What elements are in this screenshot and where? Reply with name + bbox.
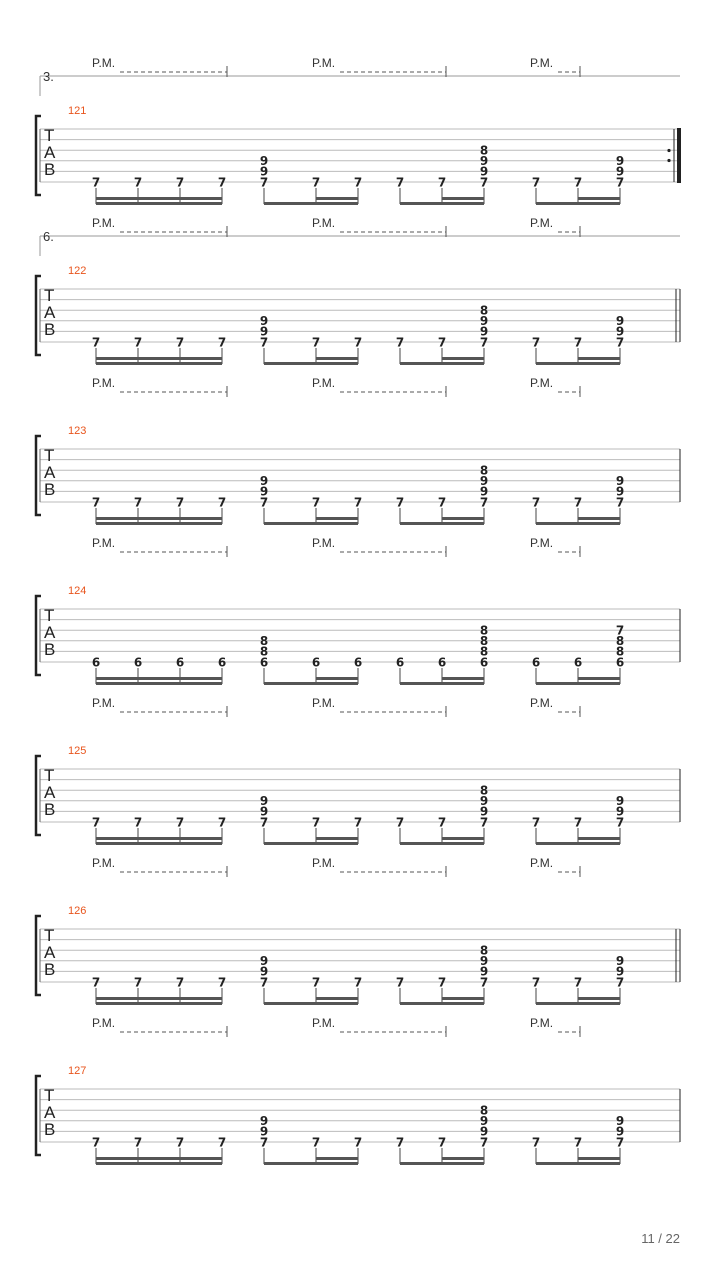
fret-number: 7 — [311, 815, 321, 830]
palm-mute-label: P.M. — [92, 856, 116, 870]
tab-clef-t: T — [44, 606, 55, 625]
fret-number: 9 — [259, 474, 269, 489]
beam-primary — [400, 362, 484, 365]
palm-mute-label: P.M. — [92, 376, 116, 390]
fret-number: 9 — [615, 474, 625, 489]
beam-primary — [96, 1002, 222, 1005]
beam-primary — [264, 202, 358, 205]
fret-number: 7 — [175, 1135, 185, 1150]
fret-number: 7 — [91, 975, 101, 990]
beam-secondary — [316, 677, 358, 680]
beam-primary — [536, 202, 620, 205]
fret-number: 7 — [437, 495, 447, 510]
fret-number: 9 — [615, 154, 625, 169]
fret-number: 7 — [395, 975, 405, 990]
fret-number: 7 — [437, 815, 447, 830]
tab-clef-t: T — [44, 766, 55, 785]
tab-clef-a: A — [44, 623, 56, 642]
palm-mute-label: P.M. — [92, 536, 116, 550]
tab-clef-a: A — [44, 463, 56, 482]
tab-clef-t: T — [44, 446, 55, 465]
beam-secondary — [578, 837, 620, 840]
fret-number: 7 — [91, 815, 101, 830]
fret-number: 9 — [259, 964, 269, 979]
palm-mute-label: P.M. — [92, 1016, 116, 1030]
beam-primary — [536, 1002, 620, 1005]
fret-number: 7 — [479, 335, 489, 350]
fret-number: 8 — [479, 943, 489, 958]
fret-number: 7 — [395, 175, 405, 190]
palm-mute-label: P.M. — [530, 216, 554, 230]
beam-primary — [264, 682, 358, 685]
fret-number: 9 — [615, 484, 625, 499]
fret-number: 9 — [259, 804, 269, 819]
tab-clef-b: B — [44, 640, 56, 659]
fret-number: 7 — [217, 1135, 227, 1150]
fret-number: 7 — [259, 495, 269, 510]
beam-primary — [536, 362, 620, 365]
fret-number: 7 — [479, 175, 489, 190]
fret-number: 9 — [615, 1124, 625, 1139]
palm-mute-label: P.M. — [530, 1016, 554, 1030]
beam-primary — [536, 842, 620, 845]
palm-mute-label: P.M. — [530, 376, 554, 390]
fret-number: 6 — [91, 655, 101, 670]
beam-secondary — [316, 1157, 358, 1160]
fret-number: 7 — [615, 975, 625, 990]
beam-primary — [264, 522, 358, 525]
fret-number: 9 — [615, 1114, 625, 1129]
fret-number: 7 — [395, 1135, 405, 1150]
beam-secondary — [442, 677, 484, 680]
fret-number: 9 — [479, 794, 489, 809]
fret-number: 7 — [479, 975, 489, 990]
fret-number: 9 — [259, 954, 269, 969]
fret-number: 7 — [311, 975, 321, 990]
beam-primary — [96, 362, 222, 365]
fret-number: 9 — [615, 164, 625, 179]
beam-primary — [400, 842, 484, 845]
beam-secondary — [316, 837, 358, 840]
fret-number: 9 — [615, 794, 625, 809]
measure-number: 123 — [68, 425, 87, 437]
fret-number: 8 — [259, 634, 269, 649]
beam-secondary — [578, 1157, 620, 1160]
end-barline-thick — [677, 128, 681, 183]
beam-secondary — [96, 197, 222, 200]
fret-number: 7 — [217, 975, 227, 990]
beam-secondary — [442, 837, 484, 840]
beam-secondary — [96, 357, 222, 360]
fret-number: 9 — [259, 324, 269, 339]
beam-secondary — [578, 997, 620, 1000]
fret-number: 7 — [615, 815, 625, 830]
tab-clef-a: A — [44, 783, 56, 802]
palm-mute-label: P.M. — [312, 696, 336, 710]
fret-number: 7 — [217, 815, 227, 830]
fret-number: 9 — [259, 314, 269, 329]
palm-mute-label: P.M. — [312, 216, 336, 230]
fret-number: 7 — [479, 495, 489, 510]
fret-number: 9 — [479, 1124, 489, 1139]
tab-clef-a: A — [44, 1103, 56, 1122]
fret-number: 6 — [311, 655, 321, 670]
beam-primary — [264, 842, 358, 845]
fret-number: 7 — [133, 815, 143, 830]
fret-number: 8 — [479, 463, 489, 478]
fret-number: 9 — [259, 484, 269, 499]
fret-number: 9 — [259, 1124, 269, 1139]
fret-number: 9 — [615, 964, 625, 979]
beam-primary — [400, 202, 484, 205]
fret-number: 7 — [531, 175, 541, 190]
fret-number: 7 — [479, 815, 489, 830]
fret-number: 7 — [311, 495, 321, 510]
tab-clef-t: T — [44, 926, 55, 945]
fret-number: 7 — [573, 815, 583, 830]
fret-number: 7 — [437, 975, 447, 990]
fret-number: 7 — [259, 975, 269, 990]
fret-number: 7 — [311, 175, 321, 190]
fret-number: 7 — [259, 335, 269, 350]
tab-clef-a: A — [44, 943, 56, 962]
fret-number: 7 — [615, 335, 625, 350]
beam-secondary — [578, 677, 620, 680]
palm-mute-label: P.M. — [92, 56, 116, 70]
fret-number: 7 — [311, 335, 321, 350]
fret-number: 7 — [311, 1135, 321, 1150]
page-number: 11 / 22 — [641, 1231, 680, 1246]
tab-clef-t: T — [44, 286, 55, 305]
palm-mute-label: P.M. — [530, 536, 554, 550]
fret-number: 7 — [531, 335, 541, 350]
palm-mute-label: P.M. — [92, 696, 116, 710]
beam-secondary — [96, 517, 222, 520]
beam-secondary — [96, 677, 222, 680]
tab-clef-t: T — [44, 126, 55, 145]
beam-primary — [96, 522, 222, 525]
fret-number: 7 — [353, 175, 363, 190]
palm-mute-label: P.M. — [530, 56, 554, 70]
beam-secondary — [316, 357, 358, 360]
fret-number: 9 — [615, 804, 625, 819]
fret-number: 7 — [353, 335, 363, 350]
beam-secondary — [96, 997, 222, 1000]
beam-secondary — [442, 517, 484, 520]
fret-number: 9 — [479, 1114, 489, 1129]
fret-number: 7 — [573, 175, 583, 190]
fret-number: 7 — [175, 975, 185, 990]
beam-primary — [264, 1002, 358, 1005]
measure-number: 125 — [68, 745, 87, 757]
fret-number: 7 — [615, 1135, 625, 1150]
beam-secondary — [96, 1157, 222, 1160]
beam-secondary — [442, 997, 484, 1000]
tab-clef-b: B — [44, 480, 56, 499]
beam-secondary — [578, 357, 620, 360]
fret-number: 6 — [615, 655, 625, 670]
beam-secondary — [578, 197, 620, 200]
fret-number: 9 — [479, 164, 489, 179]
fret-number: 9 — [259, 1114, 269, 1129]
fret-number: 9 — [615, 954, 625, 969]
palm-mute-label: P.M. — [312, 1016, 336, 1030]
fret-number: 7 — [133, 975, 143, 990]
beam-primary — [96, 842, 222, 845]
fret-number: 7 — [91, 335, 101, 350]
fret-number: 7 — [259, 175, 269, 190]
tab-clef-t: T — [44, 1086, 55, 1105]
measure-number: 127 — [68, 1065, 87, 1077]
repeat-dot — [667, 159, 670, 162]
beam-primary — [96, 202, 222, 205]
fret-number: 7 — [395, 495, 405, 510]
beam-secondary — [442, 357, 484, 360]
beam-primary — [400, 1002, 484, 1005]
beam-secondary — [316, 517, 358, 520]
fret-number: 9 — [479, 154, 489, 169]
fret-number: 7 — [175, 335, 185, 350]
fret-number: 7 — [437, 1135, 447, 1150]
fret-number: 6 — [479, 655, 489, 670]
tab-clef-a: A — [44, 303, 56, 322]
fret-number: 6 — [353, 655, 363, 670]
fret-number: 7 — [259, 1135, 269, 1150]
fret-number: 7 — [437, 175, 447, 190]
palm-mute-label: P.M. — [312, 56, 336, 70]
tab-clef-b: B — [44, 1120, 56, 1139]
fret-number: 9 — [479, 804, 489, 819]
beam-primary — [400, 1162, 484, 1165]
fret-number: 7 — [573, 975, 583, 990]
fret-number: 8 — [479, 623, 489, 638]
fret-number: 6 — [395, 655, 405, 670]
beam-secondary — [578, 517, 620, 520]
fret-number: 7 — [217, 175, 227, 190]
fret-number: 7 — [353, 495, 363, 510]
measure-number: 121 — [68, 105, 87, 117]
fret-number: 7 — [217, 335, 227, 350]
fret-number: 7 — [91, 175, 101, 190]
fret-number: 7 — [353, 1135, 363, 1150]
fret-number: 7 — [353, 975, 363, 990]
palm-mute-label: P.M. — [530, 696, 554, 710]
beam-secondary — [96, 837, 222, 840]
measure-number: 126 — [68, 905, 87, 917]
volta-label: 3. — [43, 69, 54, 84]
fret-number: 7 — [479, 1135, 489, 1150]
fret-number: 7 — [573, 1135, 583, 1150]
beam-primary — [264, 362, 358, 365]
fret-number: 6 — [217, 655, 227, 670]
fret-number: 9 — [259, 164, 269, 179]
fret-number: 7 — [573, 495, 583, 510]
fret-number: 6 — [437, 655, 447, 670]
palm-mute-label: P.M. — [312, 376, 336, 390]
fret-number: 9 — [615, 314, 625, 329]
fret-number: 6 — [175, 655, 185, 670]
fret-number: 9 — [259, 794, 269, 809]
measure-number: 122 — [68, 265, 87, 277]
beam-primary — [536, 522, 620, 525]
palm-mute-label: P.M. — [312, 536, 336, 550]
fret-number: 8 — [259, 644, 269, 659]
fret-number: 9 — [479, 474, 489, 489]
fret-number: 7 — [259, 815, 269, 830]
beam-primary — [96, 682, 222, 685]
beam-primary — [96, 1162, 222, 1165]
fret-number: 7 — [175, 175, 185, 190]
palm-mute-label: P.M. — [92, 216, 116, 230]
beam-secondary — [316, 997, 358, 1000]
beam-primary — [400, 682, 484, 685]
fret-number: 7 — [175, 815, 185, 830]
fret-number: 7 — [133, 1135, 143, 1150]
palm-mute-label: P.M. — [312, 856, 336, 870]
fret-number: 7 — [531, 815, 541, 830]
tab-clef-b: B — [44, 320, 56, 339]
fret-number: 7 — [573, 335, 583, 350]
beam-primary — [536, 1162, 620, 1165]
fret-number: 6 — [133, 655, 143, 670]
fret-number: 7 — [531, 1135, 541, 1150]
fret-number: 7 — [91, 1135, 101, 1150]
fret-number: 7 — [615, 175, 625, 190]
fret-number: 7 — [531, 975, 541, 990]
fret-number: 8 — [479, 644, 489, 659]
beam-secondary — [316, 197, 358, 200]
fret-number: 8 — [479, 143, 489, 158]
fret-number: 6 — [531, 655, 541, 670]
beam-primary — [536, 682, 620, 685]
fret-number: 7 — [133, 495, 143, 510]
fret-number: 7 — [615, 495, 625, 510]
fret-number: 8 — [479, 303, 489, 318]
beam-secondary — [442, 1157, 484, 1160]
fret-number: 9 — [259, 154, 269, 169]
fret-number: 9 — [615, 324, 625, 339]
fret-number: 8 — [615, 634, 625, 649]
measure-number: 124 — [68, 585, 87, 597]
repeat-dot — [667, 149, 670, 152]
fret-number: 9 — [479, 954, 489, 969]
fret-number: 8 — [615, 644, 625, 659]
beam-primary — [400, 522, 484, 525]
fret-number: 6 — [259, 655, 269, 670]
fret-number: 8 — [479, 634, 489, 649]
fret-number: 7 — [615, 623, 625, 638]
fret-number: 6 — [573, 655, 583, 670]
tab-clef-b: B — [44, 800, 56, 819]
fret-number: 9 — [479, 314, 489, 329]
fret-number: 9 — [479, 484, 489, 499]
fret-number: 7 — [395, 815, 405, 830]
fret-number: 7 — [437, 335, 447, 350]
fret-number: 8 — [479, 1103, 489, 1118]
fret-number: 7 — [395, 335, 405, 350]
volta-label: 6. — [43, 229, 54, 244]
fret-number: 7 — [133, 175, 143, 190]
tab-clef-b: B — [44, 160, 56, 179]
fret-number: 7 — [353, 815, 363, 830]
tab-clef-a: A — [44, 143, 56, 162]
fret-number: 7 — [175, 495, 185, 510]
fret-number: 9 — [479, 964, 489, 979]
fret-number: 7 — [531, 495, 541, 510]
fret-number: 7 — [133, 335, 143, 350]
beam-primary — [264, 1162, 358, 1165]
fret-number: 9 — [479, 324, 489, 339]
beam-secondary — [442, 197, 484, 200]
fret-number: 8 — [479, 783, 489, 798]
fret-number: 7 — [217, 495, 227, 510]
tab-clef-b: B — [44, 960, 56, 979]
palm-mute-label: P.M. — [530, 856, 554, 870]
fret-number: 7 — [91, 495, 101, 510]
